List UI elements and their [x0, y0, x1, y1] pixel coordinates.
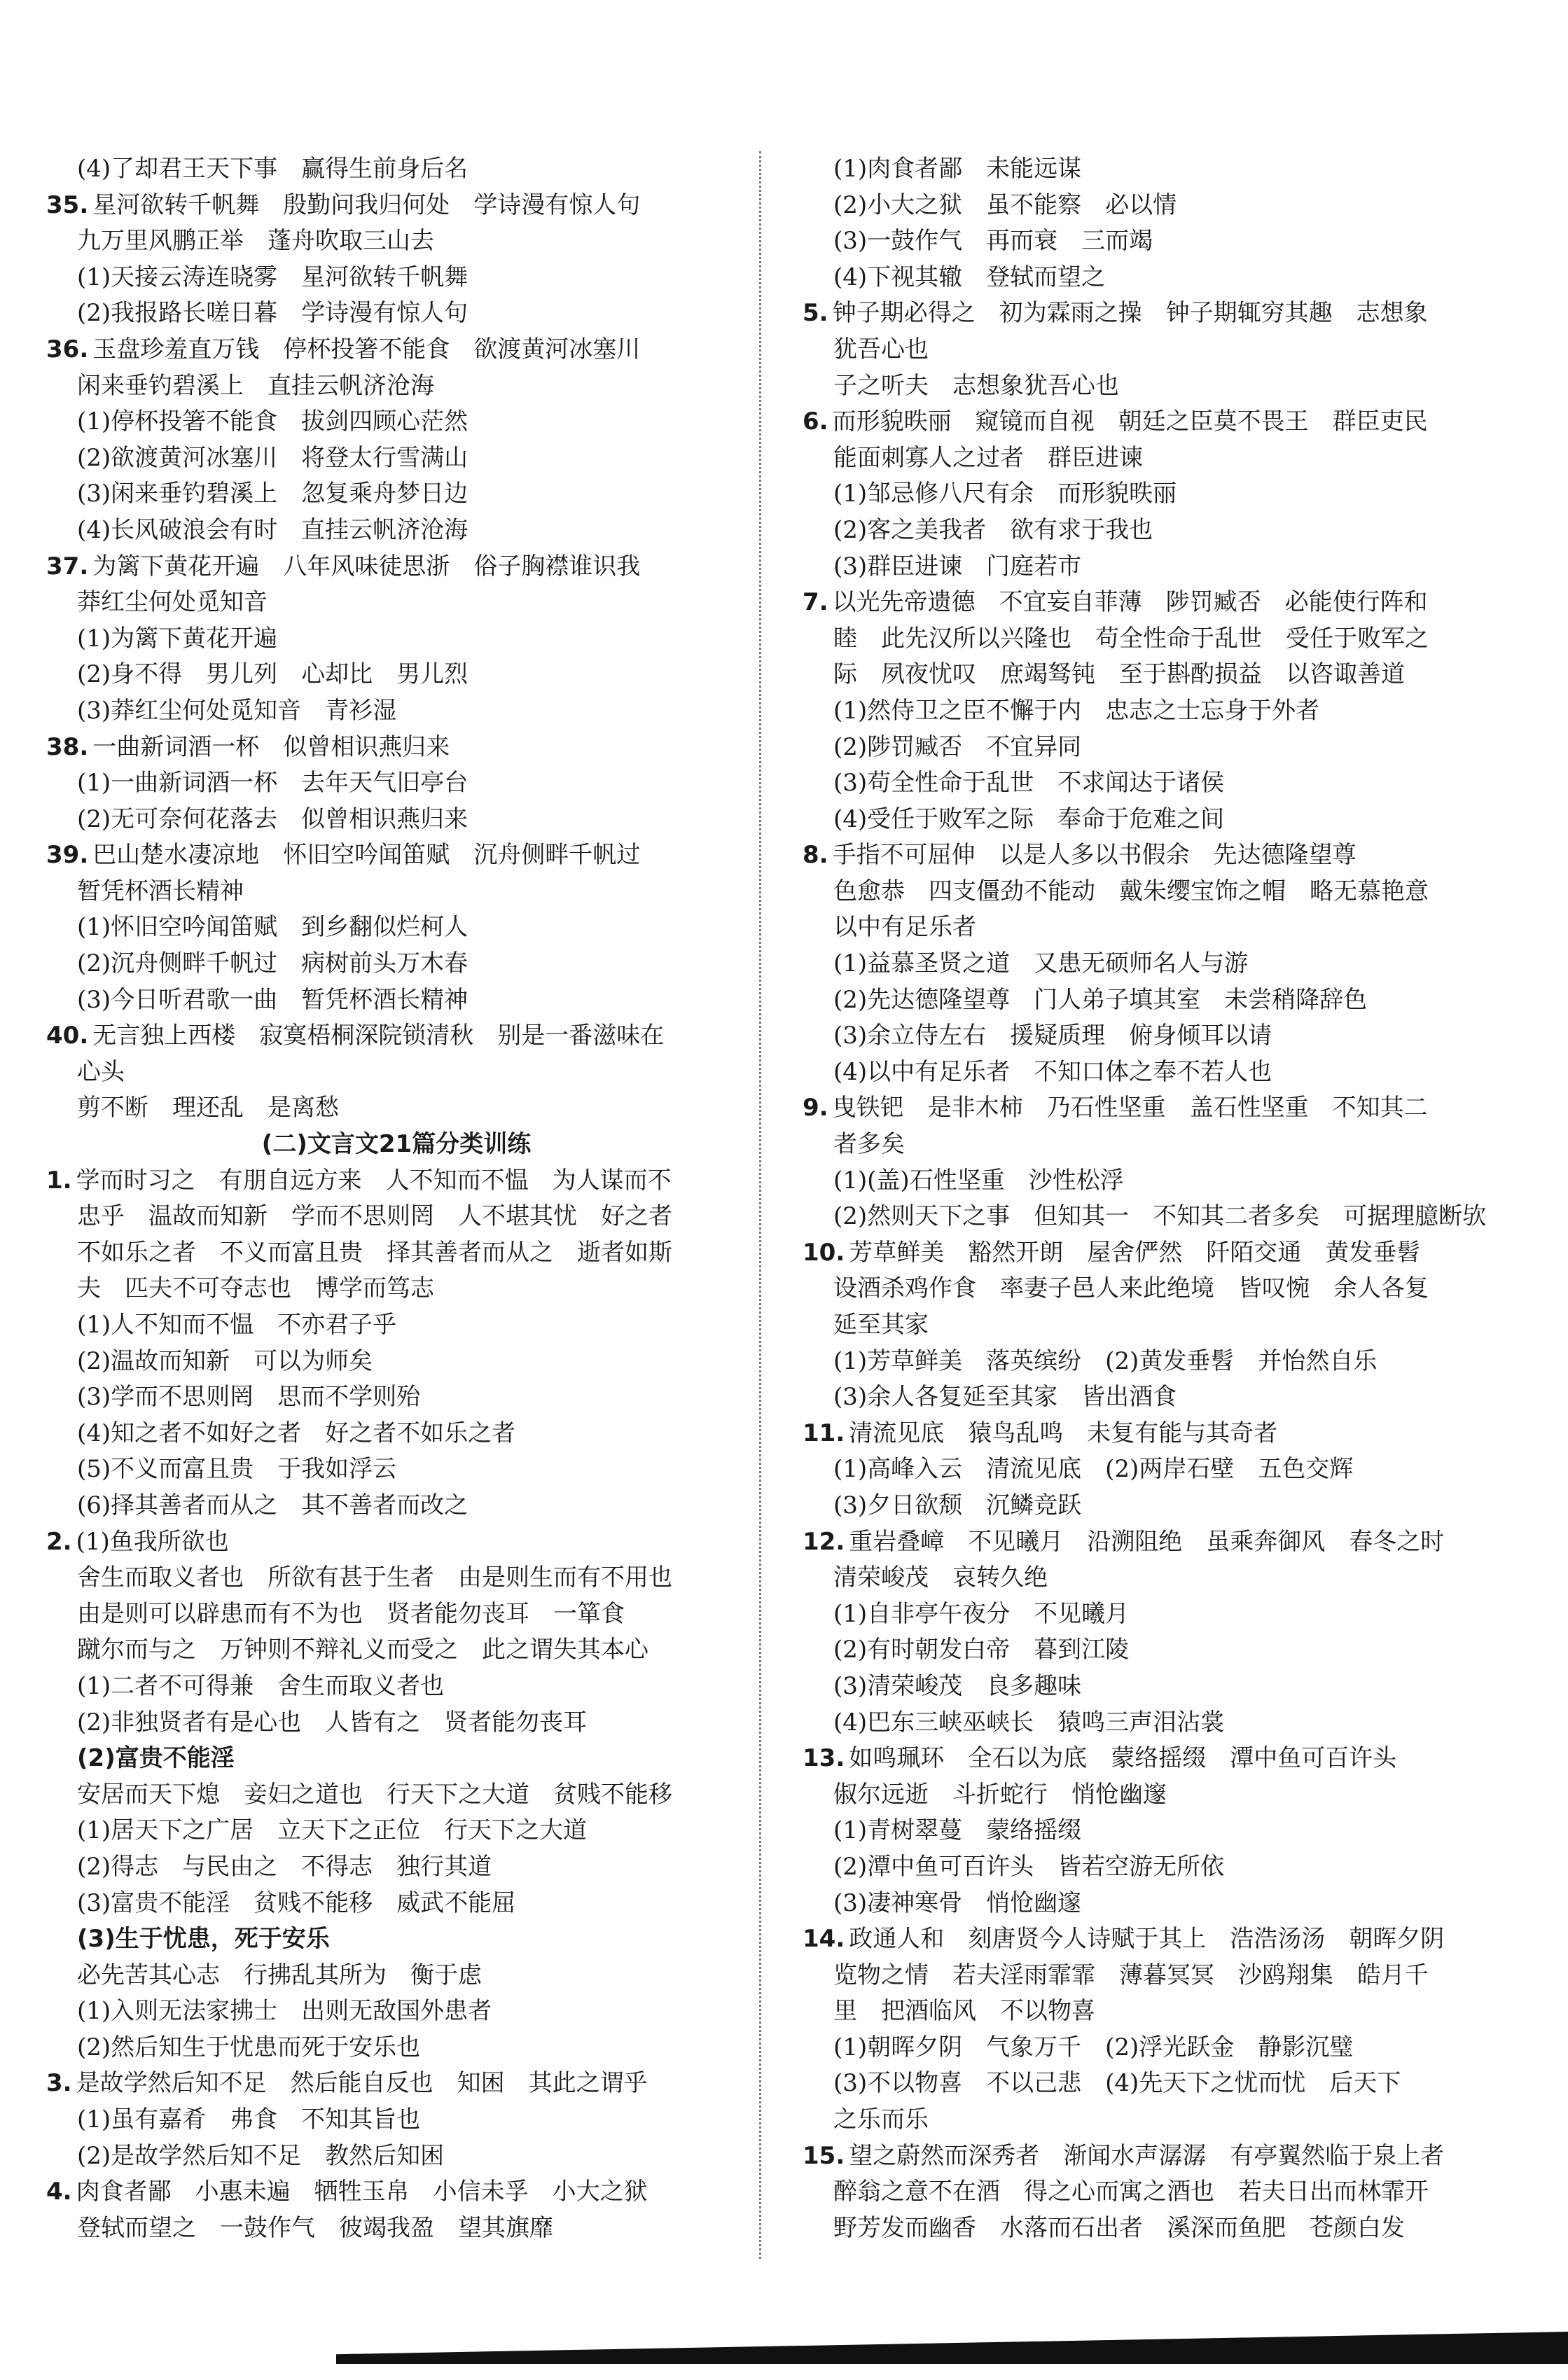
- answer-line: (3)群臣进谏 门庭若市: [833, 552, 1082, 580]
- answer-line: 里 把酒临风 不以物喜: [833, 1997, 1095, 2026]
- question-line: [46, 730, 747, 766]
- question-number: 15.: [803, 2141, 845, 2170]
- question-line: [803, 404, 1524, 440]
- answer-line: (5)不义而富且贵 于我如浮云: [77, 1455, 397, 1484]
- answer-line: 睦 此先汉所以兴隆也 苟全性命于乱世 受任于败军之: [833, 624, 1429, 653]
- question-line: [803, 1416, 1524, 1452]
- question-line: [46, 2066, 747, 2102]
- subsection-title: (3)生于忧患，死于安乐: [77, 1925, 330, 1954]
- answer-line: 之乐而乐: [833, 2106, 929, 2134]
- section-heading: (二)文言文21篇分类训练: [261, 1130, 532, 1159]
- answer-line: 忠乎 温故而知新 学而不思则罔 人不堪其忧 好之者: [77, 1202, 672, 1231]
- answer-line: 子之听夫 志想象犹吾心也: [833, 371, 1119, 400]
- answer-line: (1)为篱下黄花开遍: [77, 624, 278, 653]
- answer-line: (2)得志 与民由之 不得志 独行其道: [77, 1852, 492, 1881]
- question-number: 1.: [46, 1166, 72, 1195]
- answer-line: (4)长风破浪会有时 直挂云帆济沧海: [77, 515, 469, 544]
- answer-line: (2)小大之狱 虽不能察 必以情: [833, 190, 1177, 219]
- answer-line: (1)二者不可得兼 舍生而取义者也: [77, 1671, 445, 1700]
- answer-line: (4)下视其辙 登轼而望之: [833, 263, 1106, 291]
- question-line: [803, 1741, 1524, 1777]
- answer-line: (1)停杯投箸不能食 拔剑四顾心茫然: [77, 408, 469, 436]
- answer-line: (1)怀旧空吟闻笛赋 到乡翻似烂柯人: [77, 913, 469, 942]
- answer-line: 不如乐之者 不义而富且贵 择其善者而从之 逝者如斯: [77, 1238, 672, 1267]
- question-number: 35.: [46, 190, 89, 219]
- question-line: [803, 1524, 1524, 1561]
- question-line: [803, 1090, 1524, 1127]
- answer-line: (2)我报路长嗟日暮 学诗漫有惊人句: [77, 299, 469, 328]
- scan-edge-shadow: [336, 2332, 1568, 2364]
- question-number: 12.: [803, 1527, 845, 1556]
- answer-line: (2)身不得 男儿列 心却比 男儿烈: [77, 660, 469, 689]
- question-text: 而形貌昳丽 窥镜而自视 朝廷之臣莫不畏王 群臣吏民: [832, 408, 1428, 436]
- answer-line: (3)余人各复延至其家 皆出酒食: [833, 1383, 1177, 1412]
- question-number: 14.: [803, 1925, 845, 1954]
- question-text: 政通人和 刻唐贤今人诗赋于其上 浩浩汤汤 朝晖夕阴: [849, 1925, 1445, 1954]
- question-text: 钟子期必得之 初为霖雨之操 钟子期辄穷其趣 志想象: [832, 299, 1428, 328]
- answer-line: (3)莽红尘何处觅知音 青衫湿: [77, 696, 397, 725]
- answer-line: 者多矣: [833, 1130, 905, 1159]
- answer-line: 闲来垂钓碧溪上 直挂云帆济沧海: [77, 371, 434, 400]
- answer-line: 色愈恭 四支僵劲不能动 戴朱缨宝饰之帽 略无慕艳意: [833, 877, 1429, 905]
- answer-line: (3)余立侍左右 援疑质理 俯身倾耳以请: [833, 1022, 1272, 1050]
- answer-line: (2)非独贤者有是心也 人皆有之 贤者能勿丧耳: [77, 1708, 588, 1737]
- answer-line: (4)巴东三峡巫峡长 猿鸣三声泪沾裳: [833, 1708, 1225, 1737]
- question-line: [46, 1163, 747, 1199]
- answer-line: (4)了却君王天下事 赢得生前身后名: [77, 155, 469, 183]
- question-text: 巴山楚水凄凉地 怀旧空吟闻笛赋 沉舟侧畔千帆过: [92, 841, 641, 870]
- answer-line: (6)择其善者而从之 其不善者而改之: [77, 1491, 469, 1519]
- question-text: 手指不可屈伸 以是人多以书假余 先达德隆望尊: [832, 841, 1357, 870]
- right-column: [803, 151, 1524, 2246]
- answer-line: (1)青树翠蔓 蒙络摇缀: [833, 1816, 1082, 1845]
- answer-line: (1)高峰入云 清流见底 (2)两岸石壁 五色交辉: [833, 1455, 1354, 1484]
- question-text: 一曲新词酒一杯 似曾相识燕归来: [92, 732, 450, 761]
- question-number: 11.: [803, 1419, 845, 1447]
- answer-line: (4)知之者不如好之者 好之者不如乐之者: [77, 1419, 516, 1447]
- answer-line: 夫 匹夫不可夺志也 博学而笃志: [77, 1274, 434, 1303]
- answer-line: 俶尔远逝 斗折蛇行 悄怆幽邃: [833, 1780, 1167, 1809]
- question-number: 13.: [803, 1744, 845, 1773]
- question-line: [803, 837, 1524, 874]
- question-text: (1)鱼我所欲也: [76, 1527, 229, 1556]
- answer-line: (3)闲来垂钓碧溪上 忽复乘舟梦日边: [77, 480, 469, 508]
- answer-line: (1)一曲新词酒一杯 去年天气旧亭台: [77, 769, 469, 798]
- question-line: [803, 2138, 1524, 2175]
- question-line: [46, 1018, 747, 1055]
- answer-line: (1)芳草鲜美 落英缤纷 (2)黄发垂髫 并怡然自乐: [833, 1346, 1378, 1375]
- question-number: 9.: [803, 1094, 828, 1122]
- answer-line: (2)沉舟侧畔千帆过 病树前头万木春: [77, 949, 469, 978]
- question-text: 是故学然后知不足 然后能自反也 知困 其此之谓乎: [76, 2069, 648, 2098]
- answer-line: (1)自非亭午夜分 不见曦月: [833, 1599, 1130, 1628]
- answer-line: 登轼而望之 一鼓作气 彼竭我盈 望其旗靡: [77, 2213, 553, 2242]
- question-number: 5.: [803, 299, 828, 328]
- answer-line: (2)潭中鱼可百许头 皆若空游无所依: [833, 1852, 1225, 1881]
- answer-line: 莽红尘何处觅知音: [77, 588, 268, 617]
- question-number: 40.: [46, 1022, 89, 1050]
- answer-line: (3)不以物喜 不以己悲 (4)先天下之忧而忧 后天下: [833, 2069, 1401, 2098]
- answer-line: (2)有时朝发白帝 暮到江陵: [833, 1636, 1130, 1664]
- answer-line: 清荣峻茂 哀转久绝: [833, 1564, 1048, 1592]
- answer-line: (2)然后知生于忧患而死于安乐也: [77, 2033, 421, 2061]
- answer-line: (1)益慕圣贤之道 又患无硕师名人与游: [833, 949, 1249, 978]
- answer-line: 延至其家: [833, 1311, 929, 1339]
- question-line: [803, 585, 1524, 621]
- answer-line: (3)清荣峻茂 良多趣味: [833, 1671, 1082, 1700]
- question-number: 6.: [803, 408, 828, 436]
- question-line: [46, 332, 747, 368]
- answer-line: (1)居天下之广居 立天下之正位 行天下之大道: [77, 1816, 588, 1845]
- question-number: 8.: [803, 841, 828, 870]
- question-text: 望之蔚然而深秀者 渐闻水声潺潺 有亭翼然临于泉上者: [849, 2141, 1445, 2170]
- question-number: 3.: [46, 2069, 72, 2098]
- question-number: 36.: [46, 335, 89, 363]
- answer-line: (2)温故而知新 可以为师矣: [77, 1346, 373, 1375]
- answer-line: (3)夕日欲颓 沉鳞竞跃: [833, 1491, 1082, 1519]
- question-line: [803, 1921, 1524, 1958]
- answer-line: (1)入则无法家拂士 出则无敌国外患者: [77, 1997, 492, 2026]
- answer-line: (4)以中有足乐者 不知口体之奉不若人也: [833, 1057, 1272, 1086]
- answer-line: (1)朝晖夕阴 气象万千 (2)浮光跃金 静影沉璧: [833, 2033, 1354, 2061]
- answer-line: (2)然则天下之事 但知其一 不知其二者多矣 可据理臆断欤: [833, 1202, 1487, 1231]
- answer-line: (4)受任于败军之际 奉命于危难之间: [833, 805, 1225, 833]
- answer-line: 犹吾心也: [833, 335, 929, 363]
- question-text: 重岩叠嶂 不见曦月 沿溯阻绝 虽乘奔御风 春冬之时: [849, 1527, 1445, 1556]
- question-line: [46, 1524, 747, 1561]
- answer-line: 暂凭杯酒长精神: [77, 877, 244, 905]
- question-line: [46, 2174, 747, 2211]
- question-text: 清流见底 猿鸟乱鸣 未复有能与其奇者: [849, 1419, 1278, 1447]
- answer-line: (2)欲渡黄河冰塞川 将登太行雪满山: [77, 443, 469, 472]
- question-number: 10.: [803, 1238, 845, 1267]
- answer-line: 览物之情 若夫淫雨霏霏 薄暮冥冥 沙鸥翔集 皓月千: [833, 1961, 1429, 1989]
- answer-line: 九万里风鹏正举 蓬舟吹取三山去: [77, 227, 434, 256]
- answer-line: 以中有足乐者: [833, 913, 976, 942]
- question-text: 学而时习之 有朋自远方来 人不知而不愠 为人谋而不: [76, 1166, 672, 1195]
- answer-line: 能面刺寡人之过者 群臣进谏: [833, 443, 1143, 472]
- answer-line: 必先苦其心志 行拂乱其所为 衡于虑: [77, 1961, 482, 1989]
- subsection-title: (2)富贵不能淫: [77, 1744, 235, 1773]
- question-text: 星河欲转千帆舞 殷勤问我归何处 学诗漫有惊人句: [92, 190, 641, 219]
- answer-line: (3)凄神寒骨 悄怆幽邃: [833, 1888, 1082, 1917]
- question-text: 如鸣珮环 全石以为底 蒙络摇缀 潭中鱼可百许头: [849, 1744, 1397, 1773]
- answer-line: (1)虽有嘉肴 弗食 不知其旨也: [77, 2106, 421, 2134]
- answer-line: (1)肉食者鄙 未能远谋: [833, 155, 1082, 183]
- answer-line: (2)无可奈何花落去 似曾相识燕归来: [77, 805, 469, 833]
- question-number: 4.: [46, 2178, 72, 2206]
- answer-line: 醉翁之意不在酒 得之心而寓之酒也 若夫日出而林霏开: [833, 2178, 1429, 2206]
- question-number: 38.: [46, 732, 89, 761]
- question-text: 为篱下黄花开遍 八年风味徒思浙 俗子胸襟谁识我: [92, 552, 641, 580]
- question-number: 37.: [46, 552, 89, 580]
- left-column: [46, 151, 747, 2246]
- answer-line: (3)今日听君歌一曲 暂凭杯酒长精神: [77, 985, 469, 1014]
- answer-line: (3)一鼓作气 再而衰 三而竭: [833, 227, 1153, 256]
- answer-line: 舍生而取义者也 所欲有甚于生者 由是则生而有不用也: [77, 1564, 672, 1592]
- question-number: 2.: [46, 1527, 72, 1556]
- answer-line: (2)先达德隆望尊 门人弟子填其室 未尝稍降辞色: [833, 985, 1368, 1014]
- column-divider: [759, 151, 761, 2259]
- question-text: 曳铁钯 是非木柿 乃石性坚重 盖石性坚重 不知其二: [832, 1094, 1428, 1122]
- answer-line: 设酒杀鸡作食 率妻子邑人来此绝境 皆叹惋 余人各复: [833, 1274, 1429, 1303]
- answer-line: 际 夙夜忧叹 庶竭驽钝 至于斟酌损益 以咨诹善道: [833, 660, 1405, 689]
- question-line: [803, 295, 1524, 332]
- answer-line: (1)天接云涛连晓雾 星河欲转千帆舞: [77, 263, 469, 291]
- question-number: 39.: [46, 841, 89, 870]
- answer-line: (2)是故学然后知不足 教然后知困: [77, 2141, 445, 2170]
- question-text: 芳草鲜美 豁然开朗 屋舍俨然 阡陌交通 黄发垂髫: [849, 1238, 1421, 1267]
- answer-line: (1)邹忌修八尺有余 而形貌昳丽: [833, 480, 1177, 508]
- answer-line: 蹴尔而与之 万钟则不辩礼义而受之 此之谓失其本心: [77, 1636, 648, 1664]
- answer-line: (3)富贵不能淫 贫贱不能移 威武不能屈: [77, 1888, 516, 1917]
- question-text: 以光先帝遗德 不宜妄自菲薄 陟罚臧否 必能使行阵和: [832, 588, 1428, 617]
- answer-line: (3)学而不思则罔 思而不学则殆: [77, 1383, 421, 1412]
- answer-line: (2)陟罚臧否 不宜异同: [833, 732, 1082, 761]
- answer-line: 剪不断 理还乱 是离愁: [77, 1094, 339, 1122]
- answer-line: (1)人不知而不愠 不亦君子乎: [77, 1311, 397, 1339]
- question-number: 7.: [803, 588, 828, 617]
- question-line: [46, 188, 747, 224]
- answer-line: (1)然侍卫之臣不懈于内 忠志之士忘身于外者: [833, 696, 1320, 725]
- answer-line: 由是则可以辟患而有不为也 贤者能勿丧耳 一箪食: [77, 1599, 625, 1628]
- answer-line: 心头: [77, 1057, 125, 1086]
- answer-line: (3)苟全性命于乱世 不求闻达于诸侯: [833, 769, 1225, 798]
- question-text: 无言独上西楼 寂寞梧桐深院锁清秋 别是一番滋味在: [92, 1022, 665, 1050]
- answer-line: 安居而天下熄 妾妇之道也 行天下之大道 贫贱不能移: [77, 1780, 672, 1809]
- question-line: [46, 837, 747, 874]
- question-line: [46, 549, 747, 585]
- question-line: [803, 1235, 1524, 1272]
- answer-line: 野芳发而幽香 水落而石出者 溪深而鱼肥 苍颜白发: [833, 2213, 1405, 2242]
- question-text: 肉食者鄙 小惠未遍 牺牲玉帛 小信未孚 小大之狱: [76, 2178, 648, 2206]
- answer-line: (2)客之美我者 欲有求于我也: [833, 515, 1153, 544]
- question-text: 玉盘珍羞直万钱 停杯投箸不能食 欲渡黄河冰塞川: [92, 335, 641, 363]
- answer-line: (1)(盖)石性坚重 沙性松浮: [833, 1166, 1124, 1195]
